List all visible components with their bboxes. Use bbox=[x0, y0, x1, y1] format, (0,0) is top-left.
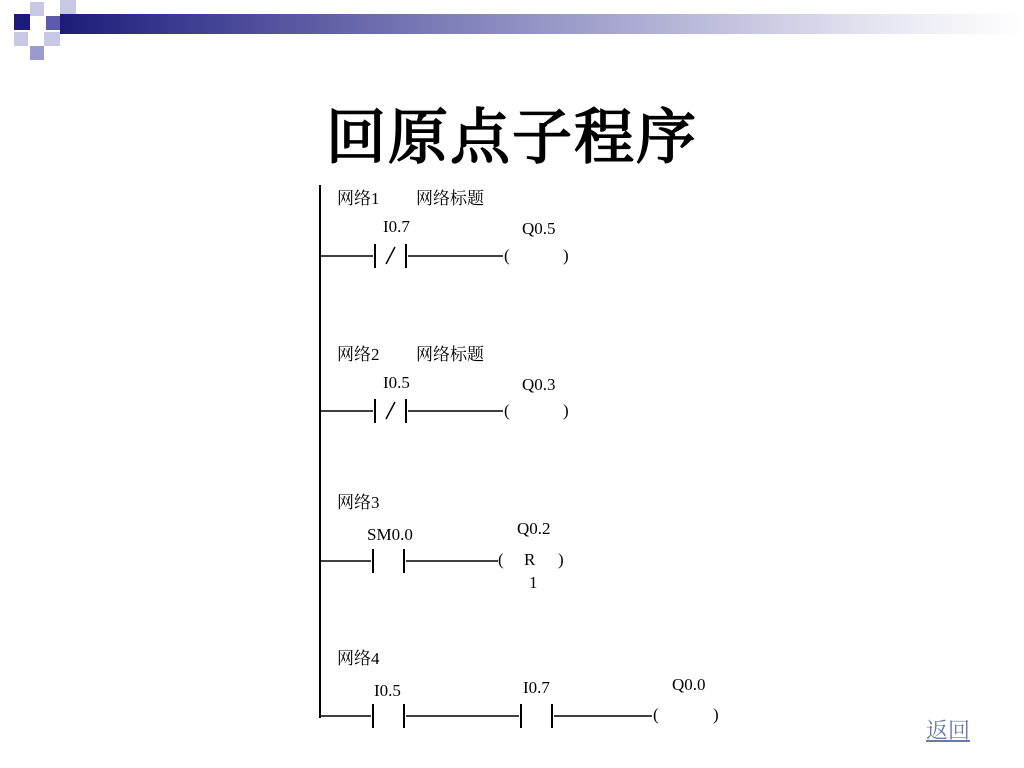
network-3-label: 网络3 bbox=[337, 493, 380, 512]
coil-close: ) bbox=[558, 550, 564, 569]
contact-label: I0.5 bbox=[374, 681, 401, 700]
coil-open: ( bbox=[498, 550, 504, 569]
network-3-rung bbox=[320, 549, 498, 573]
coil-close: ) bbox=[563, 246, 569, 265]
network-2-comment: 网络标题 bbox=[416, 345, 484, 364]
coil-open: ( bbox=[504, 401, 510, 420]
back-link[interactable]: 返回 bbox=[926, 719, 971, 744]
contact-label: I0.7 bbox=[383, 217, 410, 236]
coil-close: ) bbox=[563, 401, 569, 420]
coil-label: Q0.5 bbox=[522, 219, 556, 238]
coil-close: ) bbox=[713, 705, 719, 724]
coil-open: ( bbox=[504, 246, 510, 265]
network-4-rung bbox=[320, 704, 652, 728]
contact-label: I0.7 bbox=[523, 678, 550, 697]
contact-label: SM0.0 bbox=[367, 525, 413, 544]
contact-label: I0.5 bbox=[383, 373, 410, 392]
page-title: 回原点子程序 bbox=[326, 103, 698, 173]
network-1-comment: 网络标题 bbox=[416, 189, 484, 208]
coil-open: ( bbox=[653, 705, 659, 724]
coil-reset-symbol: R bbox=[524, 550, 536, 569]
network-4-label: 网络4 bbox=[337, 649, 380, 668]
coil-label: Q0.0 bbox=[672, 675, 706, 694]
coil-label: Q0.3 bbox=[522, 375, 556, 394]
network-2-label: 网络2 bbox=[337, 345, 380, 364]
network-1-label: 网络1 bbox=[337, 189, 380, 208]
network-1-rung bbox=[320, 244, 503, 268]
coil-param: 1 bbox=[529, 573, 538, 592]
coil-label: Q0.2 bbox=[517, 519, 551, 538]
network-2-rung bbox=[320, 399, 503, 423]
